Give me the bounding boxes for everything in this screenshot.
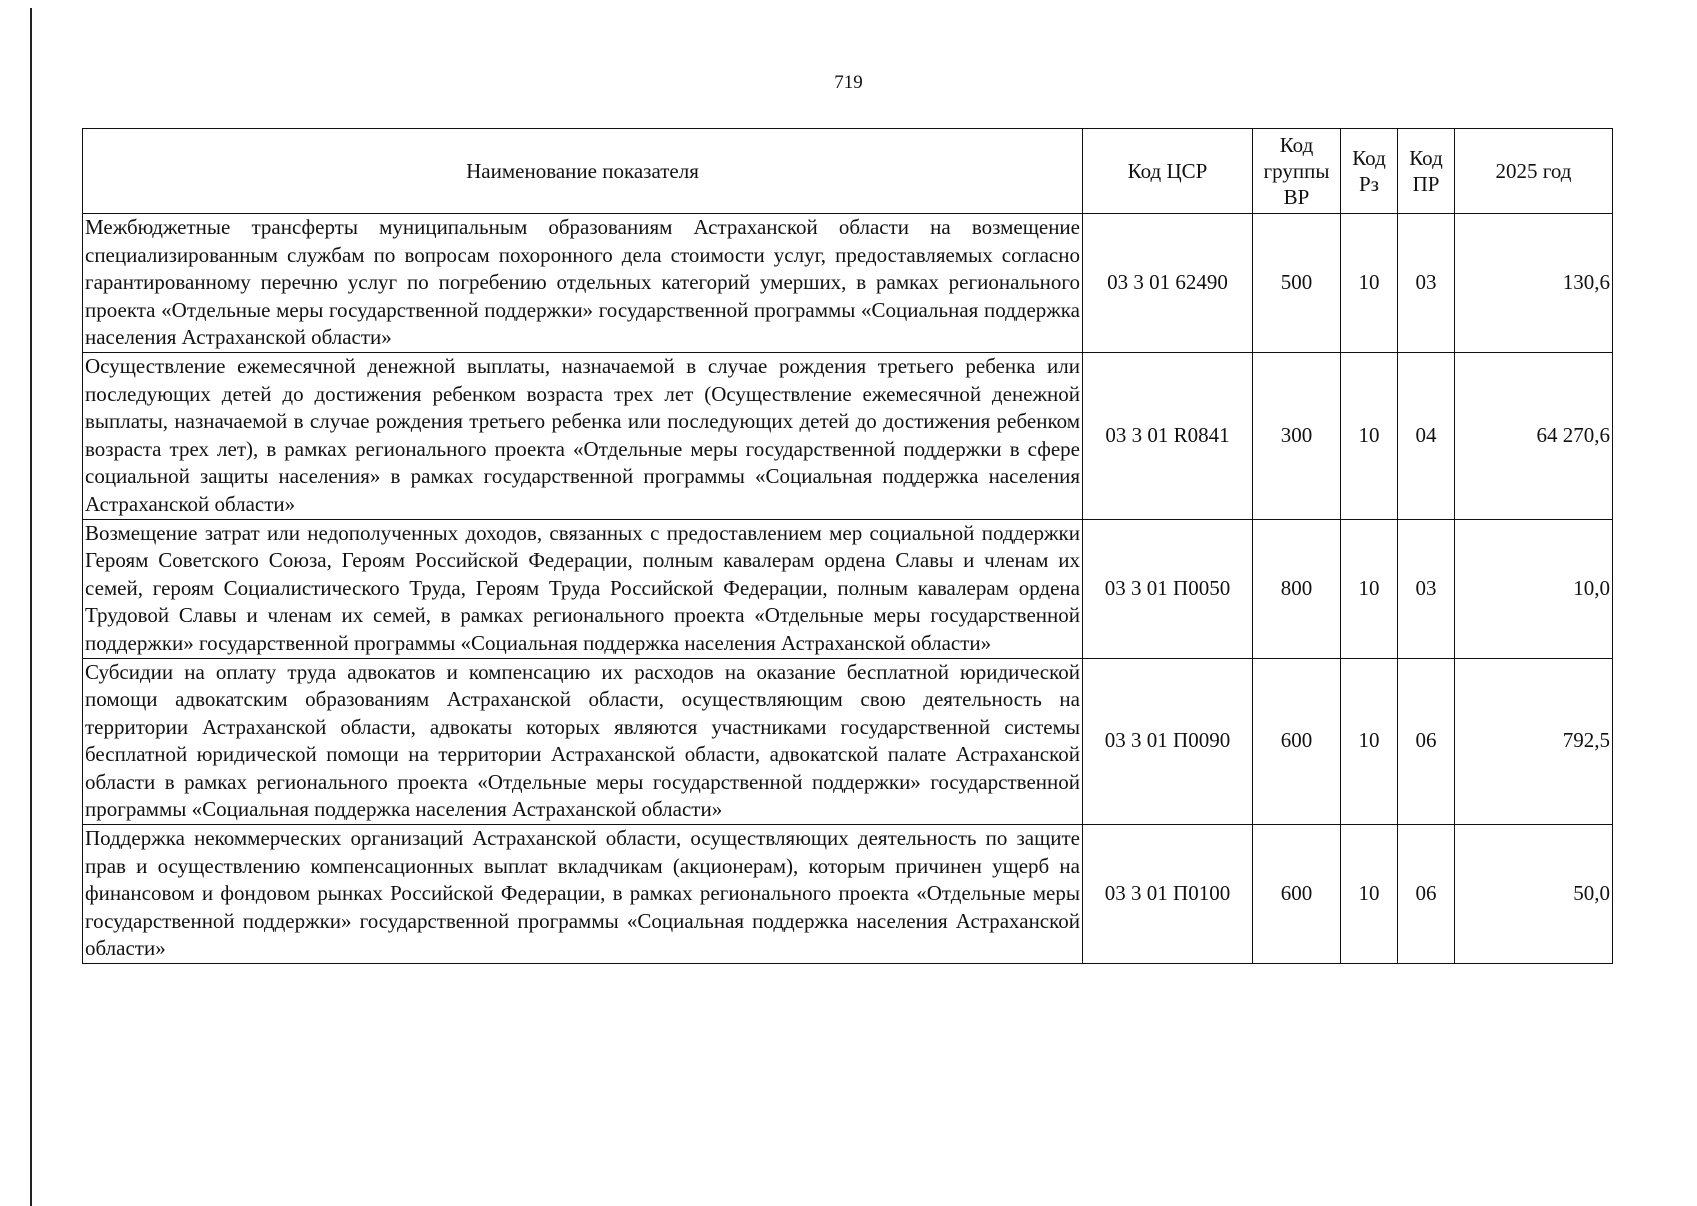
vr-code: 500 bbox=[1253, 214, 1341, 353]
indicator-name: Межбюджетные трансферты муниципальным образованиям Астраханской области на возмещение специализированным службам по вопросам похоронного дела стоимости услуг, предоставляемых согласно гарантированному перечню услуг по погребению отдельных категорий умерших, в рамках регионального проекта «Отдельные меры государственной поддержки» государственной программы «Социальная поддержка населения Астраханской области» bbox=[83, 214, 1083, 353]
header-rz-code: Код Рз bbox=[1341, 129, 1398, 214]
indicator-name: Субсидии на оплату труда адвокатов и компенсацию их расходов на оказание бесплатной юридической помощи адвокатским образованиям Астраханской области, осуществляющим свою деятельность на территории Астраханской области, адвокаты которых являются участниками государственной системы бесплатной юридической помощи на территории Астраханской области, адвокатской палате Астраханской области в рамках регионального проекта «Отдельные меры государственной поддержки» государственной программы «Социальная поддержка населения Астраханской области» bbox=[83, 658, 1083, 825]
rz-code: 10 bbox=[1341, 658, 1398, 825]
rz-code: 10 bbox=[1341, 214, 1398, 353]
vr-code: 600 bbox=[1253, 825, 1341, 964]
rz-code: 10 bbox=[1341, 519, 1398, 658]
table-header-row bbox=[83, 129, 1613, 214]
amount-2025: 10,0 bbox=[1455, 519, 1613, 658]
pr-code: 06 bbox=[1398, 658, 1455, 825]
csr-code: 03 3 01 П0050 bbox=[1083, 519, 1253, 658]
budget-table bbox=[82, 128, 1613, 964]
vr-code: 300 bbox=[1253, 352, 1341, 519]
amount-2025: 64 270,6 bbox=[1455, 352, 1613, 519]
indicator-name: Осуществление ежемесячной денежной выплаты, назначаемой в случае рождения третьего ребенка или последующих детей до достижения ребенком возраста трех лет (Осуществление ежемесячной денежной выплаты, назначаемой в случае рождения третьего ребенка или последующих детей до достижения ребенком возраста трех лет), в рамках регионального проекта «Отдельные меры государственной поддержки в сфере социальной защиты населения» в рамках государственной программы «Социальная поддержка населения Астраханской области» bbox=[83, 352, 1083, 519]
indicator-name: Поддержка некоммерческих организаций Астраханской области, осуществляющих деятельность по защите прав и осуществлению компенсационных выплат вкладчикам (акционерам), которым причинен ущерб на финансовом и фондовом рынках Российской Федерации, в рамках регионального проекта «Отдельные меры государственной поддержки» государственной программы «Социальная поддержка населения Астраханской области» bbox=[83, 825, 1083, 964]
table-row bbox=[83, 352, 1613, 519]
table-row bbox=[83, 519, 1613, 658]
page-number: 719 bbox=[834, 72, 863, 93]
rz-code: 10 bbox=[1341, 352, 1398, 519]
pr-code: 03 bbox=[1398, 519, 1455, 658]
csr-code: 03 3 01 П0090 bbox=[1083, 658, 1253, 825]
header-indicator-name: Наименование показателя bbox=[83, 129, 1083, 214]
vr-code: 600 bbox=[1253, 658, 1341, 825]
pr-code: 04 bbox=[1398, 352, 1455, 519]
pr-code: 03 bbox=[1398, 214, 1455, 353]
header-pr-code: Код ПР bbox=[1398, 129, 1455, 214]
csr-code: 03 3 01 62490 bbox=[1083, 214, 1253, 353]
vr-code: 800 bbox=[1253, 519, 1341, 658]
amount-2025: 792,5 bbox=[1455, 658, 1613, 825]
indicator-name: Возмещение затрат или недополученных доходов, связанных с предоставлением мер социальной поддержки Героям Советского Союза, Героям Российской Федерации, полным кавалерам ордена Славы и членам их семей, героям Социалистического Труда, Героям Труда Российской Федерации, полным кавалерам ордена Трудовой Славы и членам их семей, в рамках регионального проекта «Отдельные меры государственной поддержки» государственной программы «Социальная поддержка населения Астраханской области» bbox=[83, 519, 1083, 658]
header-csr-code: Код ЦСР bbox=[1083, 129, 1253, 214]
binding-margin-line bbox=[30, 8, 32, 1206]
table-row bbox=[83, 214, 1613, 353]
table-row bbox=[83, 658, 1613, 825]
csr-code: 03 3 01 R0841 bbox=[1083, 352, 1253, 519]
pr-code: 06 bbox=[1398, 825, 1455, 964]
header-year-2025: 2025 год bbox=[1455, 129, 1613, 214]
table-row bbox=[83, 825, 1613, 964]
rz-code: 10 bbox=[1341, 825, 1398, 964]
amount-2025: 130,6 bbox=[1455, 214, 1613, 353]
header-vr-code: Код группы ВР bbox=[1253, 129, 1341, 214]
amount-2025: 50,0 bbox=[1455, 825, 1613, 964]
csr-code: 03 3 01 П0100 bbox=[1083, 825, 1253, 964]
